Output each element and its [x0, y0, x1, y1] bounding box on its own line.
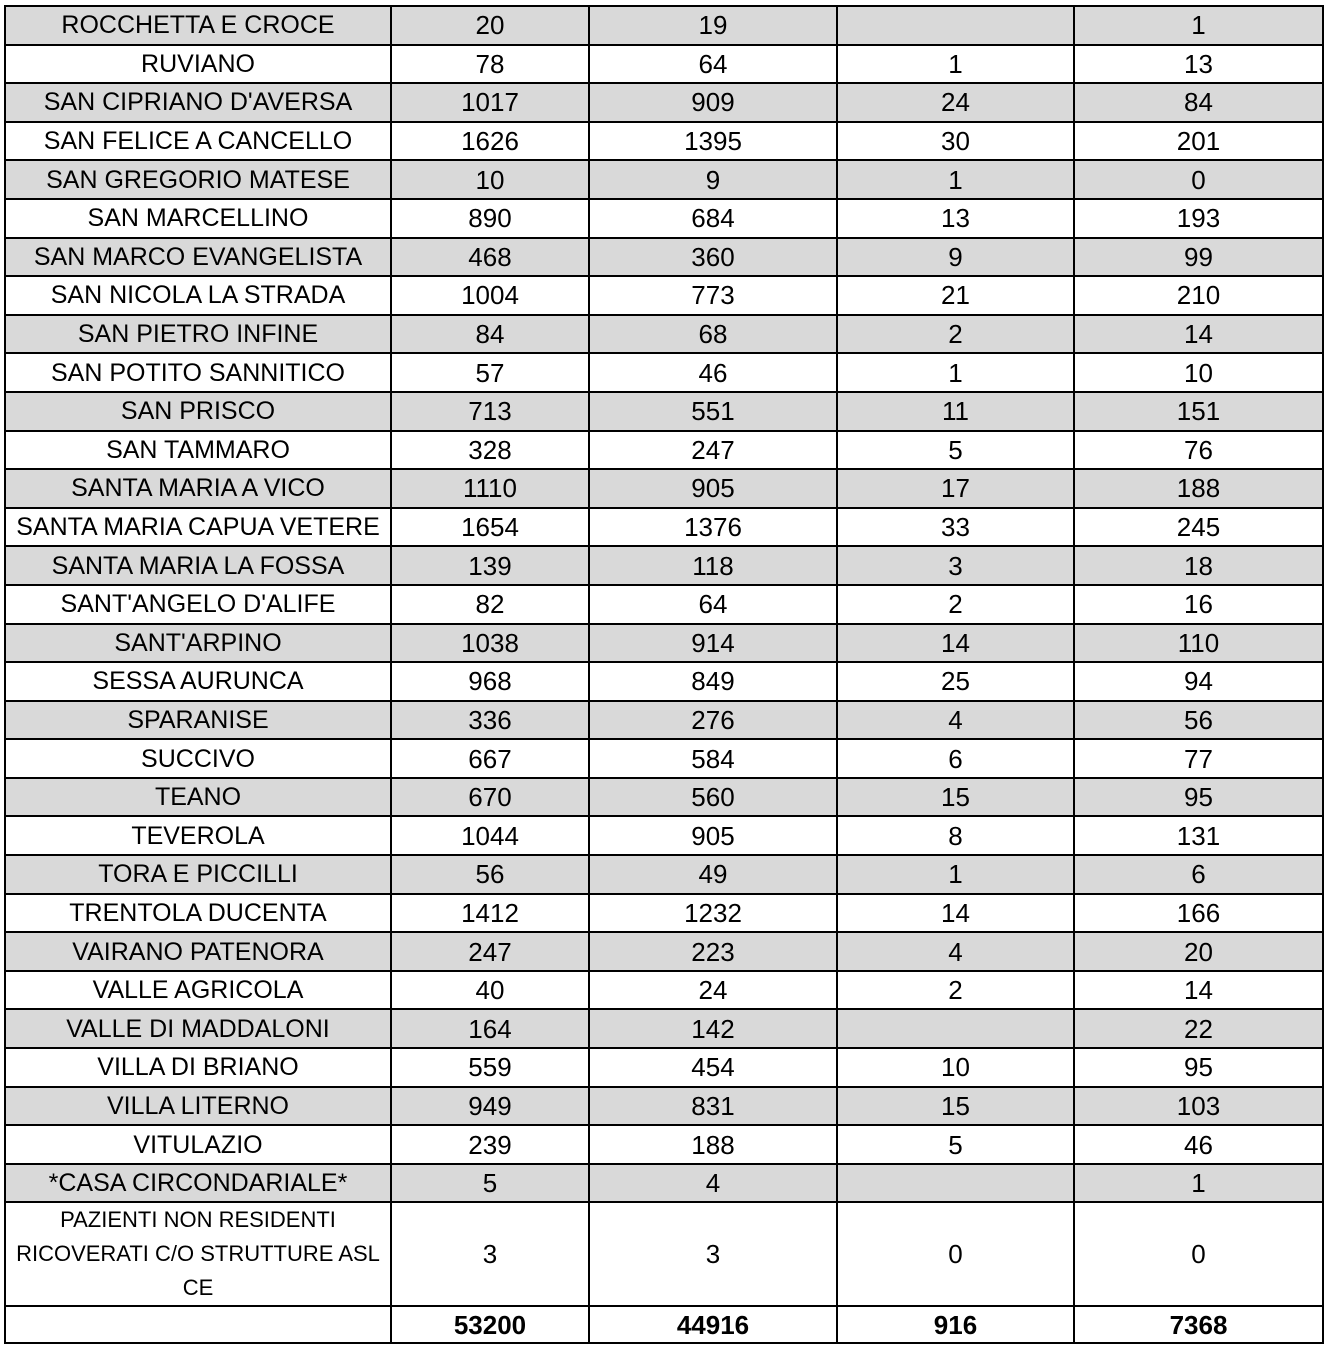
value-cell-1: 78 [391, 45, 589, 84]
table-row [5, 276, 1323, 315]
value-cell-4: 77 [1074, 739, 1323, 778]
table-row [5, 83, 1323, 122]
municipality-cell: VALLE DI MADDALONI [5, 1009, 391, 1048]
value-cell-4: 14 [1074, 315, 1323, 354]
value-cell-2: 773 [589, 276, 837, 315]
value-cell-3: 6 [837, 739, 1074, 778]
table-row [5, 508, 1323, 547]
value-cell-4: 1 [1074, 1164, 1323, 1203]
municipality-cell: SAN NICOLA LA STRADA [5, 276, 391, 315]
value-cell-4: 151 [1074, 392, 1323, 431]
value-cell-1: 3 [391, 1202, 589, 1306]
value-cell-4: 193 [1074, 199, 1323, 238]
value-cell-2: 905 [589, 469, 837, 508]
value-cell-3: 4 [837, 932, 1074, 971]
table-row [5, 816, 1323, 855]
value-cell-3: 2 [837, 315, 1074, 354]
municipality-cell: SAN CIPRIANO D'AVERSA [5, 83, 391, 122]
table-row [5, 469, 1323, 508]
municipality-cell: VILLA LITERNO [5, 1087, 391, 1126]
value-cell-1: 1004 [391, 276, 589, 315]
table-row [5, 932, 1323, 971]
municipality-cell: PAZIENTI NON RESIDENTI RICOVERATI C/O STRUTTURE ASL CE [5, 1202, 391, 1306]
value-cell-1: 468 [391, 238, 589, 277]
table-row [5, 122, 1323, 161]
value-cell-3: 5 [837, 1125, 1074, 1164]
value-cell-3: 11 [837, 392, 1074, 431]
municipality-cell: TEANO [5, 778, 391, 817]
municipality-cell: VAIRANO PATENORA [5, 932, 391, 971]
value-cell-3: 24 [837, 83, 1074, 122]
value-cell-4: 16 [1074, 585, 1323, 624]
value-cell-3: 5 [837, 431, 1074, 470]
table-row [5, 315, 1323, 354]
value-cell-2: 1232 [589, 894, 837, 933]
municipality-cell: VITULAZIO [5, 1125, 391, 1164]
value-cell-1: 1626 [391, 122, 589, 161]
value-cell-2: 849 [589, 662, 837, 701]
municipality-cell: SAN PRISCO [5, 392, 391, 431]
value-cell-4: 1 [1074, 6, 1323, 45]
table-row [5, 238, 1323, 277]
total-value-cell-4: 7368 [1074, 1306, 1323, 1343]
value-cell-1: 1044 [391, 816, 589, 855]
municipality-cell: TORA E PICCILLI [5, 855, 391, 894]
value-cell-1: 336 [391, 701, 589, 740]
value-cell-4: 166 [1074, 894, 1323, 933]
value-cell-3: 15 [837, 778, 1074, 817]
total-value-cell-2: 44916 [589, 1306, 837, 1343]
value-cell-3: 14 [837, 624, 1074, 663]
value-cell-2: 46 [589, 353, 837, 392]
value-cell-3 [837, 6, 1074, 45]
table-row [5, 353, 1323, 392]
value-cell-4: 110 [1074, 624, 1323, 663]
value-cell-2: 551 [589, 392, 837, 431]
value-cell-4: 46 [1074, 1125, 1323, 1164]
value-cell-2: 3 [589, 1202, 837, 1306]
value-cell-2: 831 [589, 1087, 837, 1126]
value-cell-4: 18 [1074, 546, 1323, 585]
table-row [5, 585, 1323, 624]
value-cell-3: 3 [837, 546, 1074, 585]
value-cell-2: 909 [589, 83, 837, 122]
table-row [5, 1048, 1323, 1087]
value-cell-1: 40 [391, 971, 589, 1010]
value-cell-2: 118 [589, 546, 837, 585]
value-cell-2: 223 [589, 932, 837, 971]
table-row [5, 971, 1323, 1010]
value-cell-3: 10 [837, 1048, 1074, 1087]
value-cell-2: 1395 [589, 122, 837, 161]
table-row [5, 894, 1323, 933]
value-cell-4: 99 [1074, 238, 1323, 277]
value-cell-4: 201 [1074, 122, 1323, 161]
value-cell-3: 25 [837, 662, 1074, 701]
municipality-cell: SAN TAMMARO [5, 431, 391, 470]
value-cell-3: 21 [837, 276, 1074, 315]
municipality-cell: SANTA MARIA A VICO [5, 469, 391, 508]
municipality-cell: SESSA AURUNCA [5, 662, 391, 701]
value-cell-2: 584 [589, 739, 837, 778]
value-cell-1: 20 [391, 6, 589, 45]
value-cell-1: 5 [391, 1164, 589, 1203]
value-cell-4: 188 [1074, 469, 1323, 508]
value-cell-1: 968 [391, 662, 589, 701]
value-cell-3: 15 [837, 1087, 1074, 1126]
value-cell-3: 1 [837, 353, 1074, 392]
value-cell-4: 210 [1074, 276, 1323, 315]
value-cell-2: 914 [589, 624, 837, 663]
value-cell-2: 360 [589, 238, 837, 277]
total-label-cell [5, 1306, 391, 1343]
value-cell-3: 14 [837, 894, 1074, 933]
value-cell-4: 6 [1074, 855, 1323, 894]
value-cell-1: 328 [391, 431, 589, 470]
table-row [5, 778, 1323, 817]
municipality-cell: VALLE AGRICOLA [5, 971, 391, 1010]
value-cell-4: 131 [1074, 816, 1323, 855]
value-cell-1: 667 [391, 739, 589, 778]
value-cell-1: 713 [391, 392, 589, 431]
municipality-cell: SAN MARCELLINO [5, 199, 391, 238]
value-cell-2: 24 [589, 971, 837, 1010]
value-cell-2: 4 [589, 1164, 837, 1203]
value-cell-4: 14 [1074, 971, 1323, 1010]
value-cell-2: 142 [589, 1009, 837, 1048]
value-cell-3: 8 [837, 816, 1074, 855]
municipality-cell: SANT'ARPINO [5, 624, 391, 663]
value-cell-4: 76 [1074, 431, 1323, 470]
value-cell-1: 56 [391, 855, 589, 894]
value-cell-3: 9 [837, 238, 1074, 277]
value-cell-1: 239 [391, 1125, 589, 1164]
municipality-cell: TRENTOLA DUCENTA [5, 894, 391, 933]
value-cell-1: 1654 [391, 508, 589, 547]
value-cell-1: 84 [391, 315, 589, 354]
municipality-cell: SUCCIVO [5, 739, 391, 778]
value-cell-4: 0 [1074, 160, 1323, 199]
value-cell-1: 10 [391, 160, 589, 199]
value-cell-4: 22 [1074, 1009, 1323, 1048]
value-cell-1: 139 [391, 546, 589, 585]
value-cell-3: 1 [837, 45, 1074, 84]
municipality-cell: SAN POTITO SANNITICO [5, 353, 391, 392]
value-cell-4: 20 [1074, 932, 1323, 971]
value-cell-4: 245 [1074, 508, 1323, 547]
value-cell-2: 19 [589, 6, 837, 45]
value-cell-2: 247 [589, 431, 837, 470]
value-cell-3: 1 [837, 855, 1074, 894]
value-cell-4: 103 [1074, 1087, 1323, 1126]
municipality-cell: RUVIANO [5, 45, 391, 84]
municipality-cell: SAN MARCO EVANGELISTA [5, 238, 391, 277]
total-value-cell-3: 916 [837, 1306, 1074, 1343]
table-row [5, 1125, 1323, 1164]
value-cell-2: 9 [589, 160, 837, 199]
value-cell-3 [837, 1009, 1074, 1048]
table-row [5, 1087, 1323, 1126]
total-row [5, 1306, 1323, 1343]
value-cell-2: 64 [589, 585, 837, 624]
value-cell-4: 56 [1074, 701, 1323, 740]
total-value-cell-1: 53200 [391, 1306, 589, 1343]
table-row [5, 662, 1323, 701]
value-cell-2: 1376 [589, 508, 837, 547]
value-cell-4: 13 [1074, 45, 1323, 84]
value-cell-2: 49 [589, 855, 837, 894]
table-row [5, 199, 1323, 238]
value-cell-3: 13 [837, 199, 1074, 238]
value-cell-3: 30 [837, 122, 1074, 161]
table-row [5, 160, 1323, 199]
value-cell-1: 890 [391, 199, 589, 238]
table-row [5, 546, 1323, 585]
value-cell-3 [837, 1164, 1074, 1203]
value-cell-1: 1110 [391, 469, 589, 508]
value-cell-4: 84 [1074, 83, 1323, 122]
table-row [5, 1009, 1323, 1048]
table-row [5, 392, 1323, 431]
table-row [5, 739, 1323, 778]
value-cell-1: 559 [391, 1048, 589, 1087]
municipality-cell: *CASA CIRCONDARIALE* [5, 1164, 391, 1203]
value-cell-1: 1017 [391, 83, 589, 122]
municipality-cell: SANTA MARIA LA FOSSA [5, 546, 391, 585]
value-cell-1: 57 [391, 353, 589, 392]
municipality-cell: SAN FELICE A CANCELLO [5, 122, 391, 161]
value-cell-3: 1 [837, 160, 1074, 199]
table-body [5, 6, 1323, 1343]
value-cell-3: 0 [837, 1202, 1074, 1306]
value-cell-3: 17 [837, 469, 1074, 508]
municipality-cell: SPARANISE [5, 701, 391, 740]
municipality-cell: SAN GREGORIO MATESE [5, 160, 391, 199]
value-cell-2: 64 [589, 45, 837, 84]
value-cell-4: 0 [1074, 1202, 1323, 1306]
value-cell-4: 95 [1074, 1048, 1323, 1087]
value-cell-4: 95 [1074, 778, 1323, 817]
value-cell-2: 454 [589, 1048, 837, 1087]
municipality-cell: SANTA MARIA CAPUA VETERE [5, 508, 391, 547]
value-cell-3: 2 [837, 585, 1074, 624]
value-cell-4: 94 [1074, 662, 1323, 701]
table-row [5, 45, 1323, 84]
municipality-cell: SANT'ANGELO D'ALIFE [5, 585, 391, 624]
table-row [5, 431, 1323, 470]
value-cell-1: 164 [391, 1009, 589, 1048]
municipality-cell: ROCCHETTA E CROCE [5, 6, 391, 45]
data-table [4, 5, 1324, 1344]
value-cell-2: 684 [589, 199, 837, 238]
value-cell-2: 188 [589, 1125, 837, 1164]
municipality-cell: TEVEROLA [5, 816, 391, 855]
value-cell-1: 82 [391, 585, 589, 624]
municipality-cell: SAN PIETRO INFINE [5, 315, 391, 354]
value-cell-1: 1412 [391, 894, 589, 933]
table-row [5, 6, 1323, 45]
value-cell-1: 1038 [391, 624, 589, 663]
value-cell-4: 10 [1074, 353, 1323, 392]
table-row [5, 855, 1323, 894]
table-row [5, 1202, 1323, 1306]
value-cell-3: 2 [837, 971, 1074, 1010]
value-cell-2: 560 [589, 778, 837, 817]
table-row [5, 624, 1323, 663]
table-row [5, 701, 1323, 740]
table-row [5, 1164, 1323, 1203]
value-cell-1: 670 [391, 778, 589, 817]
value-cell-1: 949 [391, 1087, 589, 1126]
value-cell-2: 905 [589, 816, 837, 855]
municipality-cell: VILLA DI BRIANO [5, 1048, 391, 1087]
value-cell-1: 247 [391, 932, 589, 971]
value-cell-2: 276 [589, 701, 837, 740]
value-cell-3: 4 [837, 701, 1074, 740]
value-cell-3: 33 [837, 508, 1074, 547]
value-cell-2: 68 [589, 315, 837, 354]
